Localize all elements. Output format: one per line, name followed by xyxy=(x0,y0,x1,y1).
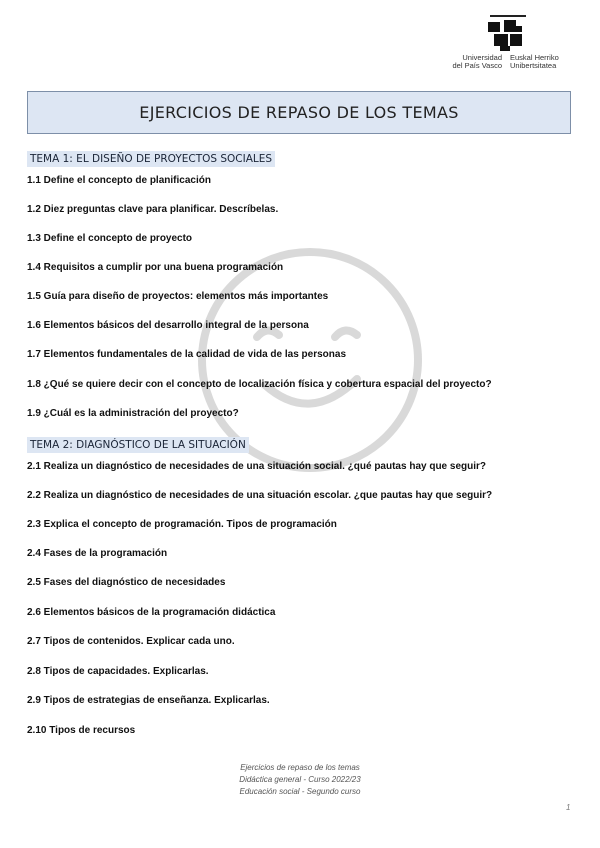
page-number: 1 xyxy=(566,803,571,812)
question-1-9: 1.9 ¿Cuál es la administración del proyecto? xyxy=(27,408,239,419)
question-2-7: 2.7 Tipos de contenidos. Explicar cada uno. xyxy=(27,636,235,647)
question-2-9: 2.9 Tipos de estrategias de enseñanza. Explicarlas. xyxy=(27,695,270,706)
question-2-5: 2.5 Fases del diagnóstico de necesidades xyxy=(27,577,226,588)
logo-text-spanish xyxy=(444,54,502,70)
footer-line1: Ejercicios de repaso de los temas xyxy=(240,763,360,772)
section-heading-tema1: TEMA 1: EL DISEÑO DE PROYECTOS SOCIALES xyxy=(27,151,275,167)
logo-top-line xyxy=(490,15,526,17)
question-1-6: 1.6 Elementos básicos del desarrollo integral de la persona xyxy=(27,320,309,331)
question-2-3: 2.3 Explica el concepto de programación. Tipos de programación xyxy=(27,519,337,530)
logo-univ-line2: del País Vasco xyxy=(452,61,502,70)
page-title: EJERCICIOS DE REPASO DE LOS TEMAS xyxy=(139,103,459,122)
logo-text-basque xyxy=(510,54,570,70)
question-1-8: 1.8 ¿Qué se quiere decir con el concepto de localización física y cobertura espacial del proyecto? xyxy=(27,379,492,390)
question-2-2: 2.2 Realiza un diagnóstico de necesidades de una situación escolar. ¿que pautas hay que seguir? xyxy=(27,490,493,501)
question-2-10: 2.10 Tipos de recursos xyxy=(27,725,136,736)
upv-ehu-emblem-icon xyxy=(486,20,526,52)
question-1-3: 1.3 Define el concepto de proyecto xyxy=(27,233,193,244)
question-2-4: 2.4 Fases de la programación xyxy=(27,548,168,559)
logo-univ-line1: Universidad xyxy=(462,53,502,62)
question-1-4: 1.4 Requisitos a cumplir por una buena programación xyxy=(27,262,284,273)
university-logo xyxy=(444,14,569,76)
title-box xyxy=(27,91,571,134)
question-1-5: 1.5 Guía para diseño de proyectos: elementos más importantes xyxy=(27,291,329,302)
logo-eus-line1: Euskal Herriko xyxy=(510,53,559,62)
page-footer xyxy=(0,762,600,798)
question-2-8: 2.8 Tipos de capacidades. Explicarlas. xyxy=(27,666,209,677)
logo-eus-line2: Unibertsitatea xyxy=(510,61,557,70)
question-2-1: 2.1 Realiza un diagnóstico de necesidades de una situación social. ¿qué pautas hay que seguir? xyxy=(27,461,487,472)
question-2-6: 2.6 Elementos básicos de la programación didáctica xyxy=(27,607,276,618)
question-1-7: 1.7 Elementos fundamentales de la calidad de vida de las personas xyxy=(27,349,347,360)
section-heading-tema2: TEMA 2: DIAGNÓSTICO DE LA SITUACIÓN xyxy=(27,437,249,453)
footer-line3: Educación social - Segundo curso xyxy=(239,787,361,796)
footer-line2: Didáctica general - Curso 2022/23 xyxy=(239,775,361,784)
question-1-2: 1.2 Diez preguntas clave para planificar. Descríbelas. xyxy=(27,204,279,215)
question-1-1: 1.1 Define el concepto de planificación xyxy=(27,175,211,186)
